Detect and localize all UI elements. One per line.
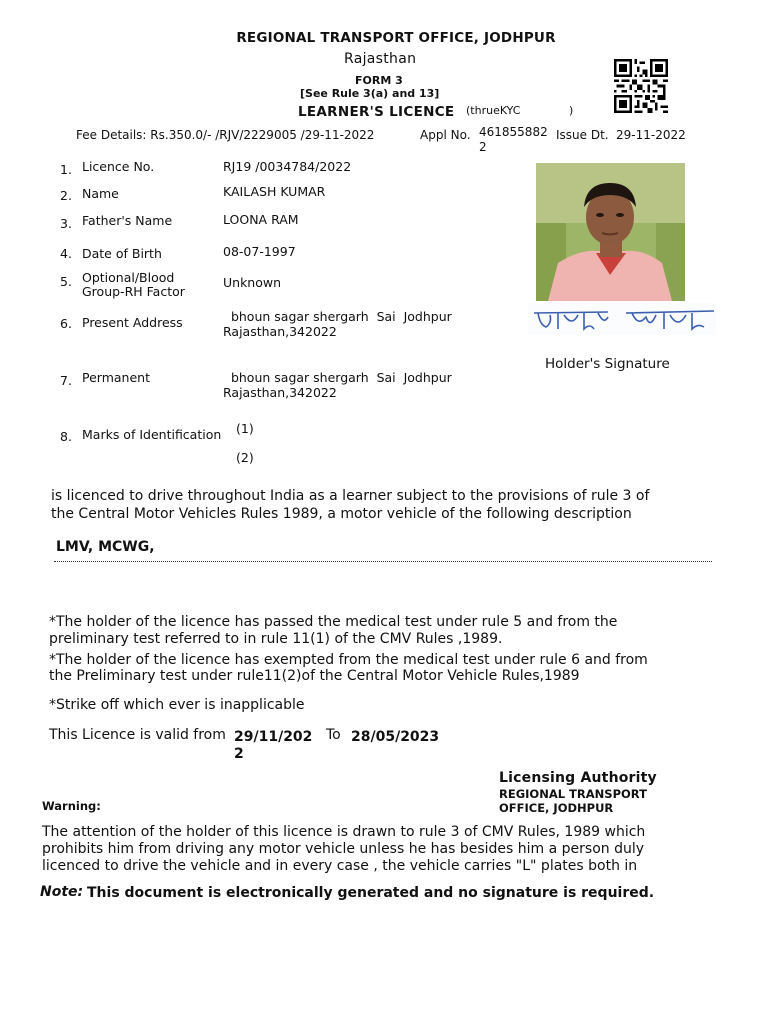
warning-label: Warning: xyxy=(42,799,101,813)
field-label: Licence No. xyxy=(82,159,155,174)
appl-no-value: 461855882 xyxy=(479,125,548,139)
form-number: FORM 3 xyxy=(355,74,403,87)
field-number: 7. xyxy=(60,373,72,388)
licence-title: LEARNER'S LICENCE xyxy=(298,104,455,120)
valid-to-date: 28/05/2023 xyxy=(351,729,440,745)
valid-from-date-cont: 2 xyxy=(234,746,244,762)
medical-note-2b: the Preliminary test under rule11(2)of the Central Motor Vehicle Rules,1989 xyxy=(49,668,580,684)
authority-title: Licensing Authority xyxy=(499,770,657,786)
note-text: This document is electronically generated and no signature is required. xyxy=(87,885,655,901)
field-number: 5. xyxy=(60,274,72,289)
valid-label: This Licence is valid from xyxy=(49,727,226,743)
form-rule: [See Rule 3(a) and 13] xyxy=(300,87,440,100)
appl-no-label: Appl No. xyxy=(420,128,471,142)
field-value: RJ19 /0034784/2022 xyxy=(223,159,352,174)
field-number: 1. xyxy=(60,162,72,177)
warning-line-2: prohibits him from driving any motor vehicle unless he has besides him a person duly xyxy=(42,841,645,857)
field-label: Present Address xyxy=(82,315,183,330)
field-label: Date of Birth xyxy=(82,246,162,261)
holder-signature xyxy=(528,303,716,335)
to-label: To xyxy=(326,727,341,743)
field-label: Optional/Blood xyxy=(82,270,175,285)
vehicle-classes: LMV, MCWG, xyxy=(56,539,155,555)
field-value-cont: (2) xyxy=(236,450,254,465)
kyc-close: ) xyxy=(569,104,574,117)
issue-date-value: 29-11-2022 xyxy=(616,128,686,142)
qr-code xyxy=(614,59,668,113)
field-number: 8. xyxy=(60,429,72,444)
field-value: bhoun sagar shergarh Sai Jodhpur xyxy=(223,370,452,385)
warning-line-3: licenced to drive the vehicle and in every case , the vehicle carries "L" plates both in xyxy=(42,858,638,874)
field-value: LOONA RAM xyxy=(223,212,299,227)
kyc-open: (thrueKYC xyxy=(466,104,521,117)
field-value: KAILASH KUMAR xyxy=(223,184,326,199)
medical-note-1b: preliminary test referred to in rule 11(1) of the CMV Rules ,1989. xyxy=(49,631,503,647)
field-value: (1) xyxy=(236,421,254,436)
medical-note-1a: *The holder of the licence has passed the medical test under rule 5 and from the xyxy=(49,614,618,630)
valid-from-date: 29/11/202 xyxy=(234,729,313,745)
note-label: Note: xyxy=(40,884,84,900)
office-title: REGIONAL TRANSPORT OFFICE, JODHPUR xyxy=(236,30,556,46)
field-value: Unknown xyxy=(223,275,282,290)
appl-no-value-cont: 2 xyxy=(479,140,487,154)
state-name: Rajasthan xyxy=(344,51,417,67)
strike-note: *Strike off which ever is inapplicable xyxy=(49,697,305,713)
field-label: Name xyxy=(82,186,119,201)
authority-office-1: REGIONAL TRANSPORT xyxy=(499,787,647,801)
signature-image xyxy=(528,303,716,335)
dotted-line xyxy=(54,561,712,562)
authority-office-2: OFFICE, JODHPUR xyxy=(499,801,614,815)
field-number: 4. xyxy=(60,246,72,261)
field-value-cont: Rajasthan,342022 xyxy=(223,324,337,339)
warning-line-1: The attention of the holder of this licence is drawn to rule 3 of CMV Rules, 1989 which xyxy=(42,824,646,840)
medical-note-2a: *The holder of the licence has exempted from the medical test under rule 6 and from xyxy=(49,652,648,668)
field-number: 6. xyxy=(60,316,72,331)
field-label: Permanent xyxy=(82,370,150,385)
permission-line-2: the Central Motor Vehicles Rules 1989, a motor vehicle of the following description xyxy=(51,506,632,522)
holder-photo xyxy=(536,163,685,301)
field-value: 08-07-1997 xyxy=(223,244,296,259)
field-number: 3. xyxy=(60,216,72,231)
field-label: Marks of Identification xyxy=(82,427,222,442)
field-value-cont: Rajasthan,342022 xyxy=(223,385,337,400)
field-value: bhoun sagar shergarh Sai Jodhpur xyxy=(223,309,452,324)
field-number: 2. xyxy=(60,188,72,203)
permission-line-1: is licenced to drive throughout India as a learner subject to the provisions of rule 3 of xyxy=(51,488,650,504)
fee-details: Fee Details: Rs.350.0/- /RJV/2229005 /29-11-2022 xyxy=(76,128,375,142)
issue-date-label: Issue Dt. xyxy=(556,128,609,142)
field-label-cont: Group-RH Factor xyxy=(82,284,185,299)
field-label: Father's Name xyxy=(82,213,173,228)
signature-caption: Holder's Signature xyxy=(545,356,670,372)
